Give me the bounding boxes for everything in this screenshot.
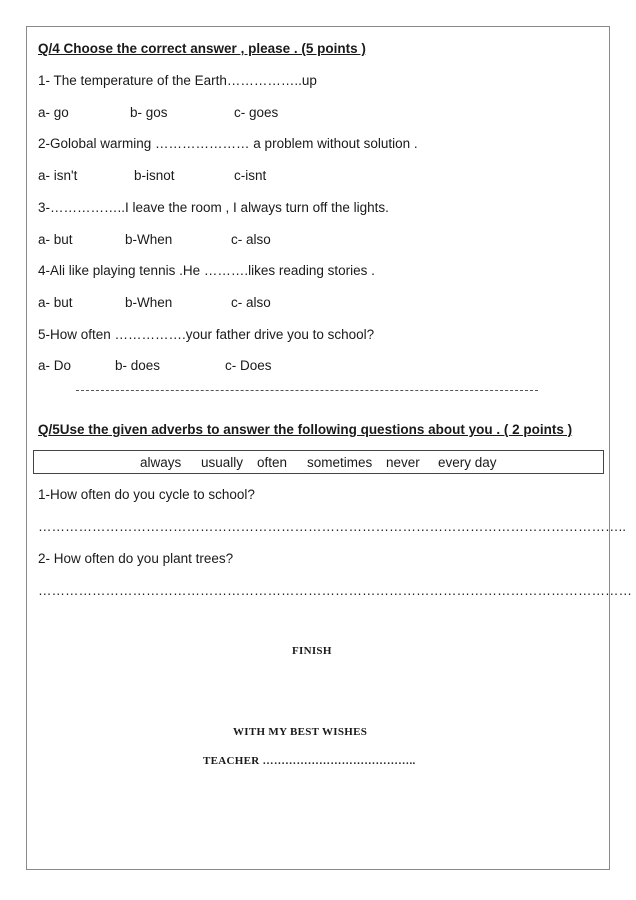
q4-q5-option-a: a- Do <box>38 358 72 373</box>
teacher-signature-line: TEACHER ………………………………….. <box>203 755 416 767</box>
q4-question-2: 2-Golobal warming ………………… a problem without solution . <box>38 136 418 151</box>
adverb-often: often <box>257 455 288 470</box>
q5-question-1: 1-How often do you cycle to school? <box>38 487 255 502</box>
q4-q1-option-c: c- goes <box>234 105 279 120</box>
q4-q1-option-b: b- gos <box>130 105 168 120</box>
q4-q4-option-b: b-When <box>125 295 173 310</box>
q4-q2-option-c: c-isnt <box>234 168 267 183</box>
q4-heading: Q/4 Choose the correct answer , please . (5 points ) <box>38 41 366 56</box>
q5-answer-line-2: …………………………………………………………………………………………………………………… <box>38 583 632 598</box>
q4-q2-option-b: b-isnot <box>134 168 175 183</box>
q4-q5-option-c: c- Does <box>225 358 272 373</box>
q4-question-1: 1- The temperature of the Earth……………..up <box>38 73 317 88</box>
q4-q3-option-c: c- also <box>231 232 271 247</box>
q4-q2-option-a: a- isn't <box>38 168 78 183</box>
q4-q4-option-c: c- also <box>231 295 271 310</box>
q4-q4-option-a: a- but <box>38 295 73 310</box>
q4-q5-option-b: b- does <box>115 358 161 373</box>
q5-answer-line-1: ………………………………………………………………………………………………………………….. <box>38 519 627 534</box>
q5-question-2: 2- How often do you plant trees? <box>38 551 234 566</box>
adverb-box <box>33 450 604 474</box>
adverb-always: always <box>140 455 182 470</box>
q4-q1-option-a: a- go <box>38 105 69 120</box>
q4-q3-option-a: a- but <box>38 232 73 247</box>
adverb-never: never <box>386 455 420 470</box>
adverb-usually: usually <box>201 455 244 470</box>
q5-heading: Q/5Use the given adverbs to answer the following questions about you . ( 2 points ) <box>38 422 573 437</box>
adverb-sometimes: sometimes <box>307 455 373 470</box>
page-border <box>26 26 632 870</box>
q4-question-4: 4-Ali like playing tennis .He ……….likes reading stories . <box>38 263 375 278</box>
adverb-every-day: every day <box>438 455 497 470</box>
q4-question-3: 3-……………..I leave the room , I always turn off the lights. <box>38 200 389 215</box>
q4-question-5: 5-How often …………….your father drive you to school? <box>38 327 375 342</box>
q4-q3-option-b: b-When <box>125 232 173 247</box>
section-divider <box>76 390 538 391</box>
best-wishes-text: WITH MY BEST WISHES <box>233 726 368 738</box>
finish-text: FINISH <box>292 645 332 657</box>
